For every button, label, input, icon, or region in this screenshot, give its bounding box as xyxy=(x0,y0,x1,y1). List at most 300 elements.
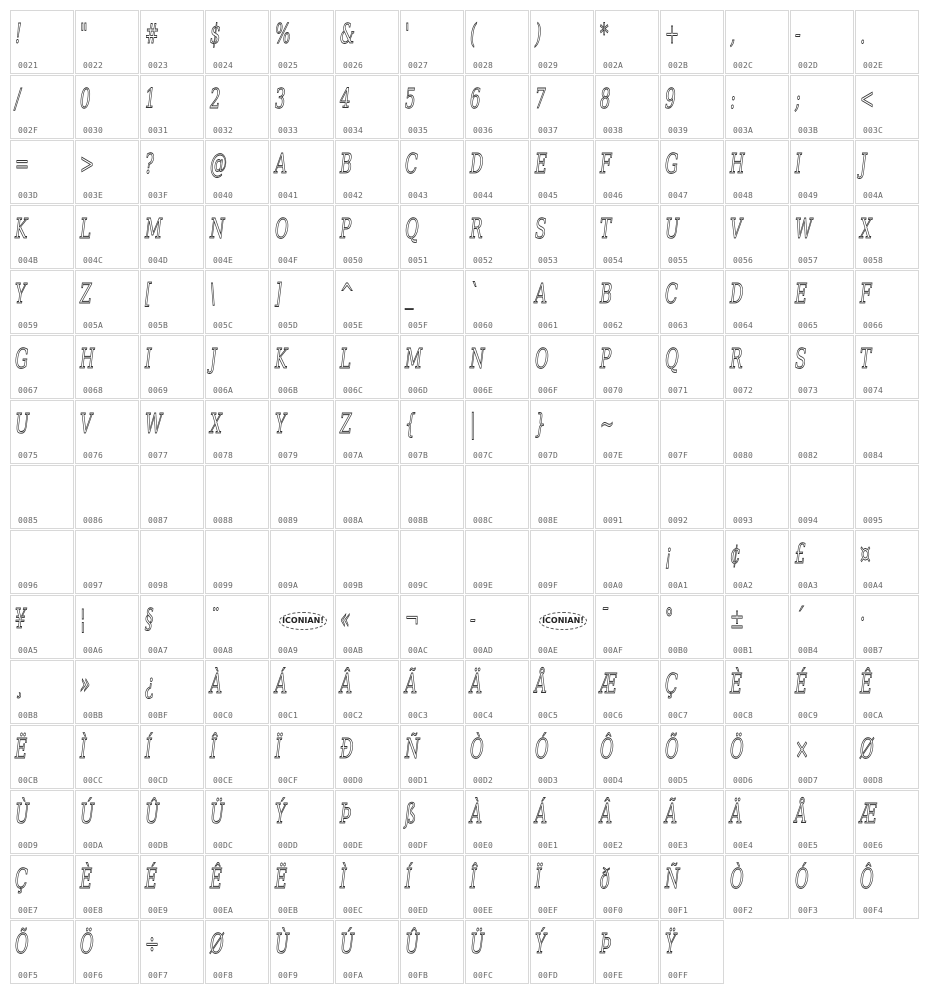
glyph-cell[interactable] xyxy=(10,10,74,74)
glyph-cell[interactable] xyxy=(790,335,854,399)
glyph-cell[interactable] xyxy=(140,530,204,594)
glyph-cell[interactable] xyxy=(465,725,529,789)
glyph-char xyxy=(145,533,170,577)
glyph-cell[interactable] xyxy=(725,270,789,334)
glyph-cell[interactable] xyxy=(205,725,269,789)
glyph-cell[interactable] xyxy=(205,335,269,399)
glyph-cell[interactable] xyxy=(205,660,269,724)
glyph-cell[interactable] xyxy=(400,660,464,724)
glyph-cell[interactable] xyxy=(140,595,204,659)
glyph-code: 0041 xyxy=(278,191,299,200)
glyph-char: Å xyxy=(535,669,548,700)
glyph-char: M xyxy=(405,344,423,375)
glyph-cell[interactable] xyxy=(140,725,204,789)
glyph-cell[interactable] xyxy=(75,75,139,139)
glyph-cell[interactable] xyxy=(75,465,139,529)
glyph-cell[interactable] xyxy=(660,400,724,464)
glyph-cell[interactable] xyxy=(595,595,659,659)
glyph-cell[interactable] xyxy=(725,725,789,789)
glyph-cell[interactable] xyxy=(725,140,789,204)
glyph-code: 00F5 xyxy=(18,971,39,980)
glyph-code: 007F xyxy=(668,451,689,460)
glyph-cell[interactable] xyxy=(140,465,204,529)
glyph-cell[interactable] xyxy=(140,790,204,854)
glyph-cell[interactable] xyxy=(595,270,659,334)
glyph-cell[interactable] xyxy=(660,920,724,984)
glyph-char: Ì xyxy=(80,734,87,765)
glyph-cell[interactable] xyxy=(400,530,464,594)
glyph-cell[interactable] xyxy=(75,595,139,659)
glyph-cell[interactable] xyxy=(10,335,74,399)
glyph-code: 0051 xyxy=(408,256,429,265)
glyph-cell[interactable] xyxy=(725,465,789,529)
glyph-cell[interactable] xyxy=(335,920,399,984)
glyph-code: 004D xyxy=(148,256,169,265)
glyph-cell[interactable] xyxy=(790,595,854,659)
glyph-cell[interactable] xyxy=(530,270,594,334)
glyph-cell[interactable] xyxy=(335,75,399,139)
glyph-cell[interactable] xyxy=(725,790,789,854)
glyph-char: ) xyxy=(535,19,542,50)
glyph-cell[interactable] xyxy=(270,75,334,139)
glyph-cell[interactable] xyxy=(205,10,269,74)
glyph-cell[interactable] xyxy=(725,530,789,594)
glyph-cell[interactable] xyxy=(75,140,139,204)
glyph-cell[interactable] xyxy=(855,660,919,724)
glyph-code: 00C9 xyxy=(798,711,819,720)
glyph-cell[interactable] xyxy=(790,205,854,269)
glyph-char: Ä xyxy=(730,799,743,830)
glyph-cell[interactable] xyxy=(660,530,724,594)
glyph-char: G xyxy=(15,344,29,375)
glyph-cell[interactable] xyxy=(595,855,659,919)
glyph-char: T xyxy=(600,214,612,245)
glyph-cell[interactable] xyxy=(465,205,529,269)
glyph-cell[interactable] xyxy=(660,465,724,529)
glyph-code: 006B xyxy=(278,386,299,395)
glyph-cell[interactable] xyxy=(725,10,789,74)
glyph-cell[interactable] xyxy=(660,205,724,269)
glyph-char xyxy=(145,468,170,512)
glyph-cell[interactable] xyxy=(855,205,919,269)
glyph-cell[interactable] xyxy=(75,660,139,724)
glyph-cell[interactable] xyxy=(855,855,919,919)
glyph-cell[interactable] xyxy=(335,465,399,529)
glyph-cell[interactable] xyxy=(530,920,594,984)
glyph-char: Ð xyxy=(340,734,354,765)
glyph-cell[interactable] xyxy=(75,10,139,74)
glyph-cell[interactable] xyxy=(530,595,594,659)
glyph-char: Ñ xyxy=(665,864,680,895)
glyph-cell[interactable] xyxy=(725,335,789,399)
glyph-cell[interactable] xyxy=(400,400,464,464)
glyph-cell[interactable] xyxy=(335,855,399,919)
glyph-code: 0098 xyxy=(148,581,169,590)
glyph-cell[interactable] xyxy=(595,725,659,789)
glyph-code: 006A xyxy=(213,386,234,395)
glyph-cell[interactable] xyxy=(205,400,269,464)
glyph-cell[interactable] xyxy=(855,335,919,399)
glyph-cell[interactable] xyxy=(335,335,399,399)
glyph-code: 0046 xyxy=(603,191,624,200)
glyph-cell[interactable] xyxy=(530,855,594,919)
glyph-char: L xyxy=(80,214,92,245)
glyph-cell[interactable] xyxy=(140,855,204,919)
glyph-code: 00E9 xyxy=(148,906,169,915)
glyph-cell[interactable] xyxy=(270,725,334,789)
glyph-cell[interactable] xyxy=(270,855,334,919)
glyph-char: Ñ xyxy=(405,734,420,765)
glyph-cell[interactable] xyxy=(205,270,269,334)
glyph-char: ^ xyxy=(340,279,355,310)
glyph-char xyxy=(535,533,560,577)
glyph-code: 002D xyxy=(798,61,819,70)
glyph-cell[interactable] xyxy=(205,790,269,854)
glyph-cell[interactable] xyxy=(140,400,204,464)
glyph-cell[interactable] xyxy=(790,400,854,464)
glyph-cell[interactable] xyxy=(530,400,594,464)
glyph-cell[interactable] xyxy=(400,920,464,984)
glyph-cell[interactable] xyxy=(855,400,919,464)
glyph-char: ¯ xyxy=(600,604,609,635)
glyph-char: ¨ xyxy=(210,604,219,635)
glyph-cell[interactable] xyxy=(400,595,464,659)
glyph-cell[interactable] xyxy=(595,465,659,529)
glyph-cell[interactable] xyxy=(140,660,204,724)
glyph-cell[interactable] xyxy=(335,140,399,204)
glyph-char xyxy=(600,468,625,512)
glyph-code: 005E xyxy=(343,321,364,330)
glyph-cell[interactable] xyxy=(530,10,594,74)
glyph-cell[interactable] xyxy=(10,465,74,529)
glyph-cell[interactable] xyxy=(595,400,659,464)
glyph-cell[interactable] xyxy=(400,335,464,399)
glyph-cell[interactable] xyxy=(855,10,919,74)
glyph-cell[interactable] xyxy=(205,75,269,139)
glyph-cell[interactable] xyxy=(855,595,919,659)
glyph-cell[interactable] xyxy=(10,140,74,204)
glyph-char: ? xyxy=(145,149,154,180)
glyph-cell[interactable] xyxy=(660,270,724,334)
glyph-cell[interactable] xyxy=(270,790,334,854)
glyph-cell[interactable] xyxy=(660,140,724,204)
glyph-cell[interactable] xyxy=(270,530,334,594)
glyph-char: À xyxy=(470,799,483,830)
glyph-cell[interactable] xyxy=(205,530,269,594)
glyph-char: Î xyxy=(210,734,217,765)
glyph-cell[interactable] xyxy=(855,465,919,529)
glyph-cell[interactable] xyxy=(530,335,594,399)
glyph-code: 0058 xyxy=(863,256,884,265)
glyph-cell[interactable] xyxy=(270,10,334,74)
glyph-char: S xyxy=(535,214,547,245)
glyph-cell[interactable] xyxy=(465,855,529,919)
glyph-cell[interactable] xyxy=(10,660,74,724)
glyph-cell[interactable] xyxy=(140,270,204,334)
glyph-cell[interactable] xyxy=(400,10,464,74)
glyph-cell[interactable] xyxy=(400,790,464,854)
glyph-cell[interactable] xyxy=(855,270,919,334)
glyph-cell[interactable] xyxy=(595,10,659,74)
glyph-cell[interactable] xyxy=(790,10,854,74)
glyph-cell[interactable] xyxy=(595,660,659,724)
glyph-cell[interactable] xyxy=(400,465,464,529)
glyph-cell[interactable] xyxy=(855,75,919,139)
glyph-cell[interactable] xyxy=(790,790,854,854)
glyph-code: 0070 xyxy=(603,386,624,395)
glyph-cell[interactable] xyxy=(595,75,659,139)
glyph-cell[interactable] xyxy=(75,725,139,789)
glyph-cell[interactable] xyxy=(75,270,139,334)
glyph-cell[interactable] xyxy=(465,75,529,139)
glyph-cell[interactable] xyxy=(725,855,789,919)
glyph-cell[interactable] xyxy=(400,725,464,789)
glyph-code: 0038 xyxy=(603,126,624,135)
glyph-cell[interactable] xyxy=(725,205,789,269)
glyph-code: 00AB xyxy=(343,646,364,655)
glyph-cell[interactable] xyxy=(465,920,529,984)
glyph-code: 00A6 xyxy=(83,646,104,655)
glyph-code: 00E3 xyxy=(668,841,689,850)
glyph-char: S xyxy=(795,344,807,375)
glyph-cell[interactable] xyxy=(10,920,74,984)
glyph-cell[interactable] xyxy=(465,400,529,464)
glyph-code: 0055 xyxy=(668,256,689,265)
glyph-cell[interactable] xyxy=(205,140,269,204)
glyph-code: 00DC xyxy=(213,841,234,850)
glyph-cell[interactable] xyxy=(400,205,464,269)
glyph-cell[interactable] xyxy=(270,140,334,204)
glyph-cell[interactable] xyxy=(270,920,334,984)
glyph-char: Z xyxy=(340,409,352,440)
glyph-char: Ô xyxy=(600,734,614,765)
glyph-cell[interactable] xyxy=(725,400,789,464)
glyph-char: ' xyxy=(405,19,410,50)
glyph-cell[interactable] xyxy=(660,725,724,789)
glyph-char: % xyxy=(275,19,291,50)
glyph-cell[interactable] xyxy=(270,270,334,334)
glyph-cell[interactable] xyxy=(790,465,854,529)
glyph-cell[interactable] xyxy=(465,465,529,529)
glyph-cell[interactable] xyxy=(335,400,399,464)
glyph-cell[interactable] xyxy=(790,75,854,139)
glyph-cell[interactable] xyxy=(205,205,269,269)
glyph-char: Ä xyxy=(470,669,483,700)
glyph-cell[interactable] xyxy=(790,660,854,724)
glyph-cell[interactable] xyxy=(465,530,529,594)
glyph-code: 0073 xyxy=(798,386,819,395)
glyph-cell[interactable] xyxy=(530,205,594,269)
glyph-cell[interactable] xyxy=(790,270,854,334)
glyph-cell[interactable] xyxy=(335,660,399,724)
glyph-char: Þ xyxy=(340,799,352,830)
glyph-cell[interactable] xyxy=(725,75,789,139)
glyph-code: 00C7 xyxy=(668,711,689,720)
glyph-cell[interactable] xyxy=(855,530,919,594)
glyph-cell[interactable] xyxy=(140,205,204,269)
glyph-cell[interactable] xyxy=(10,400,74,464)
glyph-cell[interactable] xyxy=(595,920,659,984)
glyph-char: Ò xyxy=(470,734,484,765)
glyph-cell[interactable] xyxy=(595,205,659,269)
glyph-cell[interactable] xyxy=(790,855,854,919)
glyph-cell[interactable] xyxy=(790,530,854,594)
glyph-char xyxy=(860,468,885,512)
glyph-cell[interactable] xyxy=(530,530,594,594)
glyph-code: 0027 xyxy=(408,61,429,70)
glyph-cell[interactable] xyxy=(205,855,269,919)
glyph-cell[interactable] xyxy=(10,855,74,919)
glyph-cell[interactable] xyxy=(205,920,269,984)
glyph-cell[interactable] xyxy=(75,205,139,269)
glyph-char xyxy=(730,468,755,512)
glyph-cell[interactable] xyxy=(660,335,724,399)
glyph-cell[interactable] xyxy=(465,270,529,334)
glyph-code: 0091 xyxy=(603,516,624,525)
glyph-cell[interactable] xyxy=(660,595,724,659)
glyph-cell[interactable] xyxy=(530,660,594,724)
glyph-cell[interactable] xyxy=(530,75,594,139)
glyph-cell[interactable] xyxy=(530,725,594,789)
glyph-cell[interactable] xyxy=(660,10,724,74)
glyph-cell[interactable] xyxy=(855,725,919,789)
glyph-cell[interactable] xyxy=(660,75,724,139)
glyph-char: J xyxy=(210,344,217,375)
glyph-cell[interactable] xyxy=(270,595,334,659)
glyph-code: 004A xyxy=(863,191,884,200)
glyph-char: Ó xyxy=(535,734,549,765)
glyph-cell[interactable] xyxy=(855,140,919,204)
glyph-cell[interactable] xyxy=(270,465,334,529)
glyph-cell[interactable] xyxy=(335,270,399,334)
glyph-cell[interactable] xyxy=(140,920,204,984)
glyph-cell[interactable] xyxy=(140,335,204,399)
glyph-cell[interactable] xyxy=(335,595,399,659)
glyph-cell[interactable] xyxy=(10,530,74,594)
glyph-cell[interactable] xyxy=(400,140,464,204)
glyph-code: 002F xyxy=(18,126,39,135)
glyph-cell[interactable] xyxy=(10,790,74,854)
glyph-cell[interactable] xyxy=(10,725,74,789)
glyph-code: 00B4 xyxy=(798,646,819,655)
glyph-cell[interactable] xyxy=(530,465,594,529)
glyph-cell[interactable] xyxy=(75,920,139,984)
glyph-cell[interactable] xyxy=(595,790,659,854)
glyph-code: 00F8 xyxy=(213,971,234,980)
glyph-cell[interactable] xyxy=(660,855,724,919)
glyph-cell[interactable] xyxy=(75,530,139,594)
glyph-char: Ü xyxy=(470,929,485,960)
glyph-char: Ö xyxy=(730,734,744,765)
glyph-cell[interactable] xyxy=(270,400,334,464)
glyph-code: 002A xyxy=(603,61,624,70)
glyph-cell[interactable] xyxy=(335,10,399,74)
glyph-cell[interactable] xyxy=(400,270,464,334)
glyph-char: 6 xyxy=(470,84,481,115)
glyph-code: 00A0 xyxy=(603,581,624,590)
glyph-code: 00D1 xyxy=(408,776,429,785)
glyph-cell[interactable] xyxy=(530,140,594,204)
glyph-code: 0025 xyxy=(278,61,299,70)
glyph-cell[interactable] xyxy=(595,140,659,204)
glyph-cell[interactable] xyxy=(790,725,854,789)
glyph-cell[interactable] xyxy=(725,595,789,659)
glyph-char xyxy=(405,468,430,512)
glyph-char xyxy=(15,468,40,512)
glyph-code: 003E xyxy=(83,191,104,200)
glyph-cell[interactable] xyxy=(335,725,399,789)
glyph-code: 0095 xyxy=(863,516,884,525)
glyph-code: 00DF xyxy=(408,841,429,850)
glyph-char: Z xyxy=(80,279,92,310)
glyph-cell[interactable] xyxy=(595,335,659,399)
glyph-cell[interactable] xyxy=(335,530,399,594)
glyph-cell[interactable] xyxy=(660,790,724,854)
glyph-cell[interactable] xyxy=(205,465,269,529)
glyph-code: 00AC xyxy=(408,646,429,655)
glyph-cell[interactable] xyxy=(75,335,139,399)
glyph-cell[interactable] xyxy=(270,335,334,399)
glyph-code: 008B xyxy=(408,516,429,525)
glyph-cell[interactable] xyxy=(465,790,529,854)
glyph-code: 00A2 xyxy=(733,581,754,590)
glyph-cell[interactable] xyxy=(465,140,529,204)
glyph-code: 0028 xyxy=(473,61,494,70)
glyph-cell[interactable] xyxy=(10,595,74,659)
glyph-code: 00E6 xyxy=(863,841,884,850)
glyph-cell[interactable] xyxy=(530,790,594,854)
glyph-cell[interactable] xyxy=(75,790,139,854)
glyph-cell[interactable] xyxy=(140,140,204,204)
glyph-cell[interactable] xyxy=(205,595,269,659)
glyph-cell[interactable] xyxy=(270,660,334,724)
glyph-cell[interactable] xyxy=(855,790,919,854)
glyph-cell[interactable] xyxy=(790,140,854,204)
glyph-code: 00D6 xyxy=(733,776,754,785)
glyph-cell[interactable] xyxy=(140,75,204,139)
glyph-code: 00EB xyxy=(278,906,299,915)
glyph-cell[interactable] xyxy=(465,335,529,399)
glyph-cell[interactable] xyxy=(10,75,74,139)
glyph-char: ICONIAN! xyxy=(279,612,327,630)
glyph-code: 0057 xyxy=(798,256,819,265)
glyph-cell[interactable] xyxy=(75,400,139,464)
glyph-char: 7 xyxy=(535,84,546,115)
glyph-cell[interactable] xyxy=(465,595,529,659)
glyph-char: W xyxy=(145,409,163,440)
glyph-cell[interactable] xyxy=(725,660,789,724)
glyph-cell[interactable] xyxy=(660,660,724,724)
glyph-cell[interactable] xyxy=(10,205,74,269)
glyph-char: N xyxy=(470,344,485,375)
glyph-cell[interactable] xyxy=(335,790,399,854)
glyph-cell[interactable] xyxy=(595,530,659,594)
glyph-code: 00A7 xyxy=(148,646,169,655)
glyph-char xyxy=(665,403,690,447)
glyph-char: K xyxy=(15,214,28,245)
glyph-cell[interactable] xyxy=(335,205,399,269)
glyph-cell[interactable] xyxy=(75,855,139,919)
glyph-cell[interactable] xyxy=(140,10,204,74)
glyph-code: 002B xyxy=(668,61,689,70)
glyph-cell[interactable] xyxy=(465,10,529,74)
glyph-cell[interactable] xyxy=(400,855,464,919)
glyph-cell[interactable] xyxy=(400,75,464,139)
glyph-code: 00D9 xyxy=(18,841,39,850)
glyph-cell[interactable] xyxy=(10,270,74,334)
glyph-cell[interactable] xyxy=(465,660,529,724)
glyph-cell[interactable] xyxy=(270,205,334,269)
